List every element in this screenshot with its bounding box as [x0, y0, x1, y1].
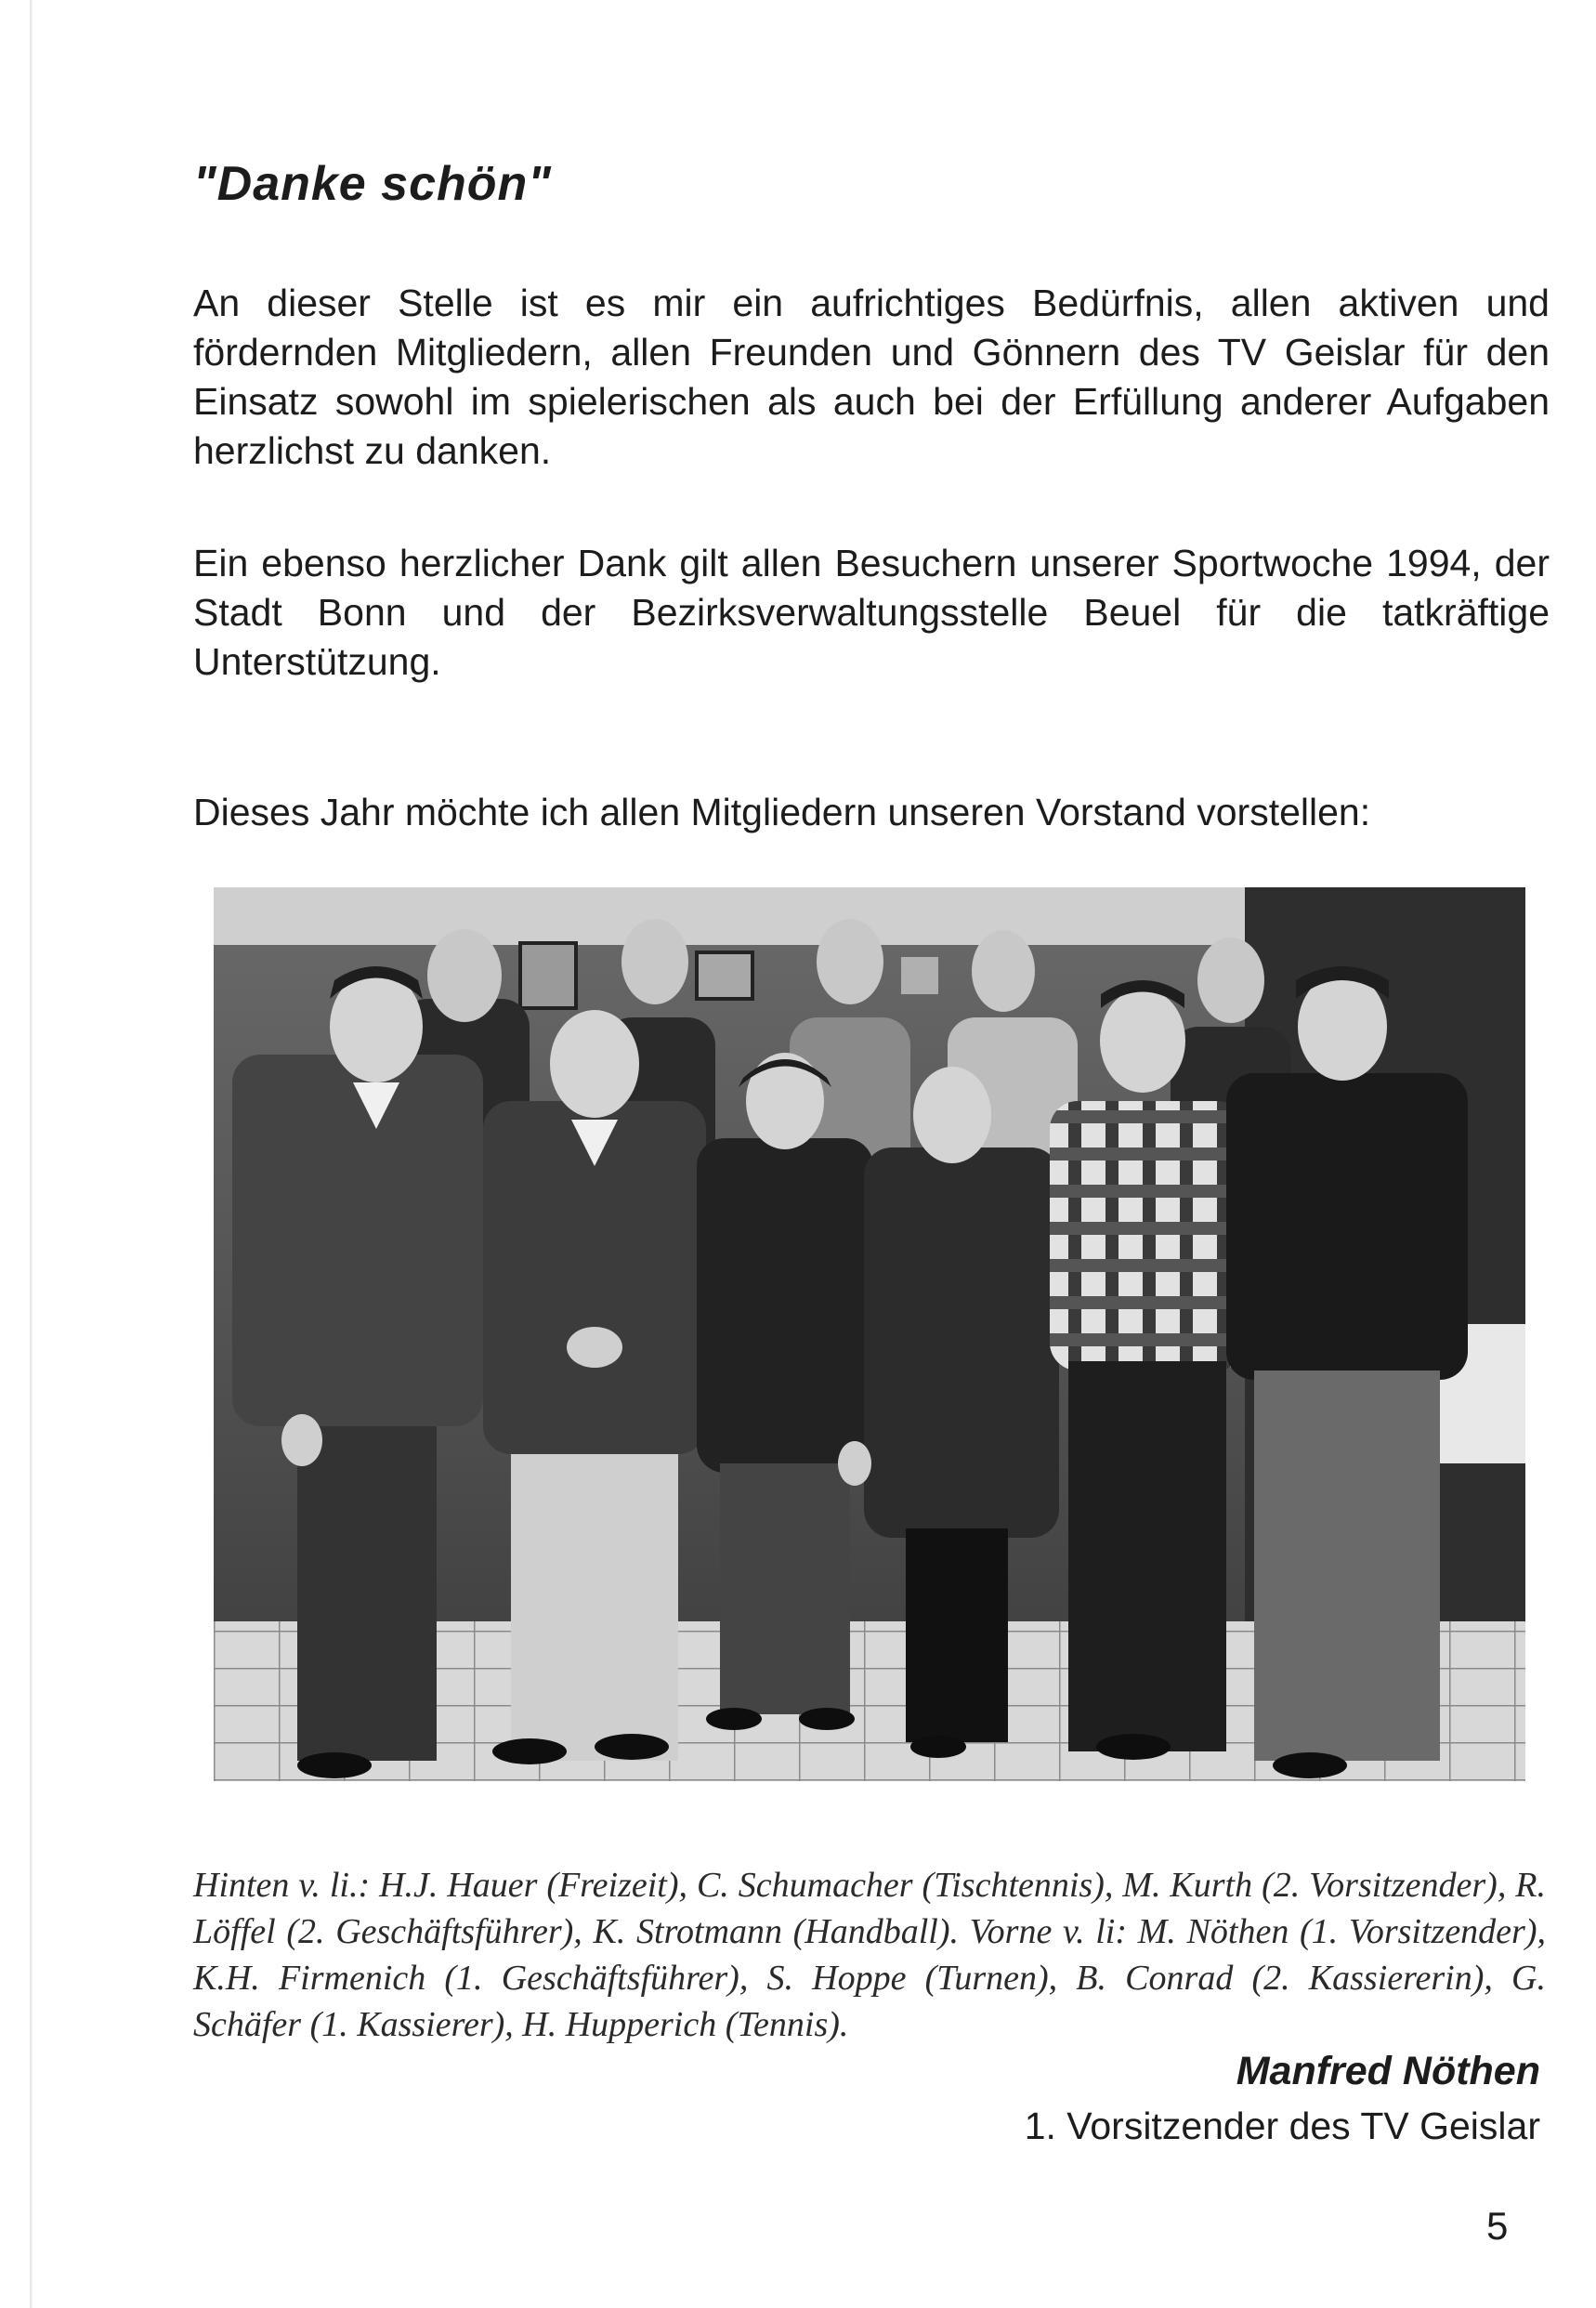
- thanks-paragraph-visitors: Ein ebenso herzlicher Dank gilt allen Besuchern unserer Sportwoche 1994, der Stadt Bonn und der Bezirksverwaltungsstelle Beuel für die tatkräftige Unterstützung.: [193, 542, 1550, 683]
- board-intro-paragraph: Dieses Jahr möchte ich allen Mitgliedern unseren Vorstand vorstellen:: [193, 791, 1371, 833]
- thanks-paragraph-members: An dieser Stelle ist es mir ein aufrichtiges Bedürfnis, allen aktiven und fördernden Mitgliedern, allen Freunden und Gönnern des TV Geislar für den Einsatz sowohl im spielerischen als auch bei der Erfüllung anderer Aufgaben herzlichst zu danken.: [193, 282, 1550, 472]
- signature-role: 1. Vorsitzender des TV Geislar: [1024, 2105, 1540, 2147]
- page-binding-edge: [30, 0, 33, 2308]
- photo-caption: Hinten v. li.: H.J. Hauer (Freizeit), C. Schumacher (Tischtennis), M. Kurth (2. Vorsitzender), R. Löffel (2. Geschäftsführer), K. Strotmann (Handball). Vorne v. li: M. Nöthen (1. Vorsitzender), K.H. Firmenich (1. Geschäftsführer), S. Hoppe (Turnen), B. Conrad (2. Kassiererin), G. Schäfer (1. Kassierer), H. Hupperich (Tennis).: [193, 1866, 1546, 2044]
- signature-name: Manfred Nöthen: [1236, 2049, 1540, 2093]
- page-title: "Danke schön": [193, 157, 552, 211]
- board-group-photo: [214, 887, 1525, 1781]
- page-number: 5: [1486, 2204, 1509, 2248]
